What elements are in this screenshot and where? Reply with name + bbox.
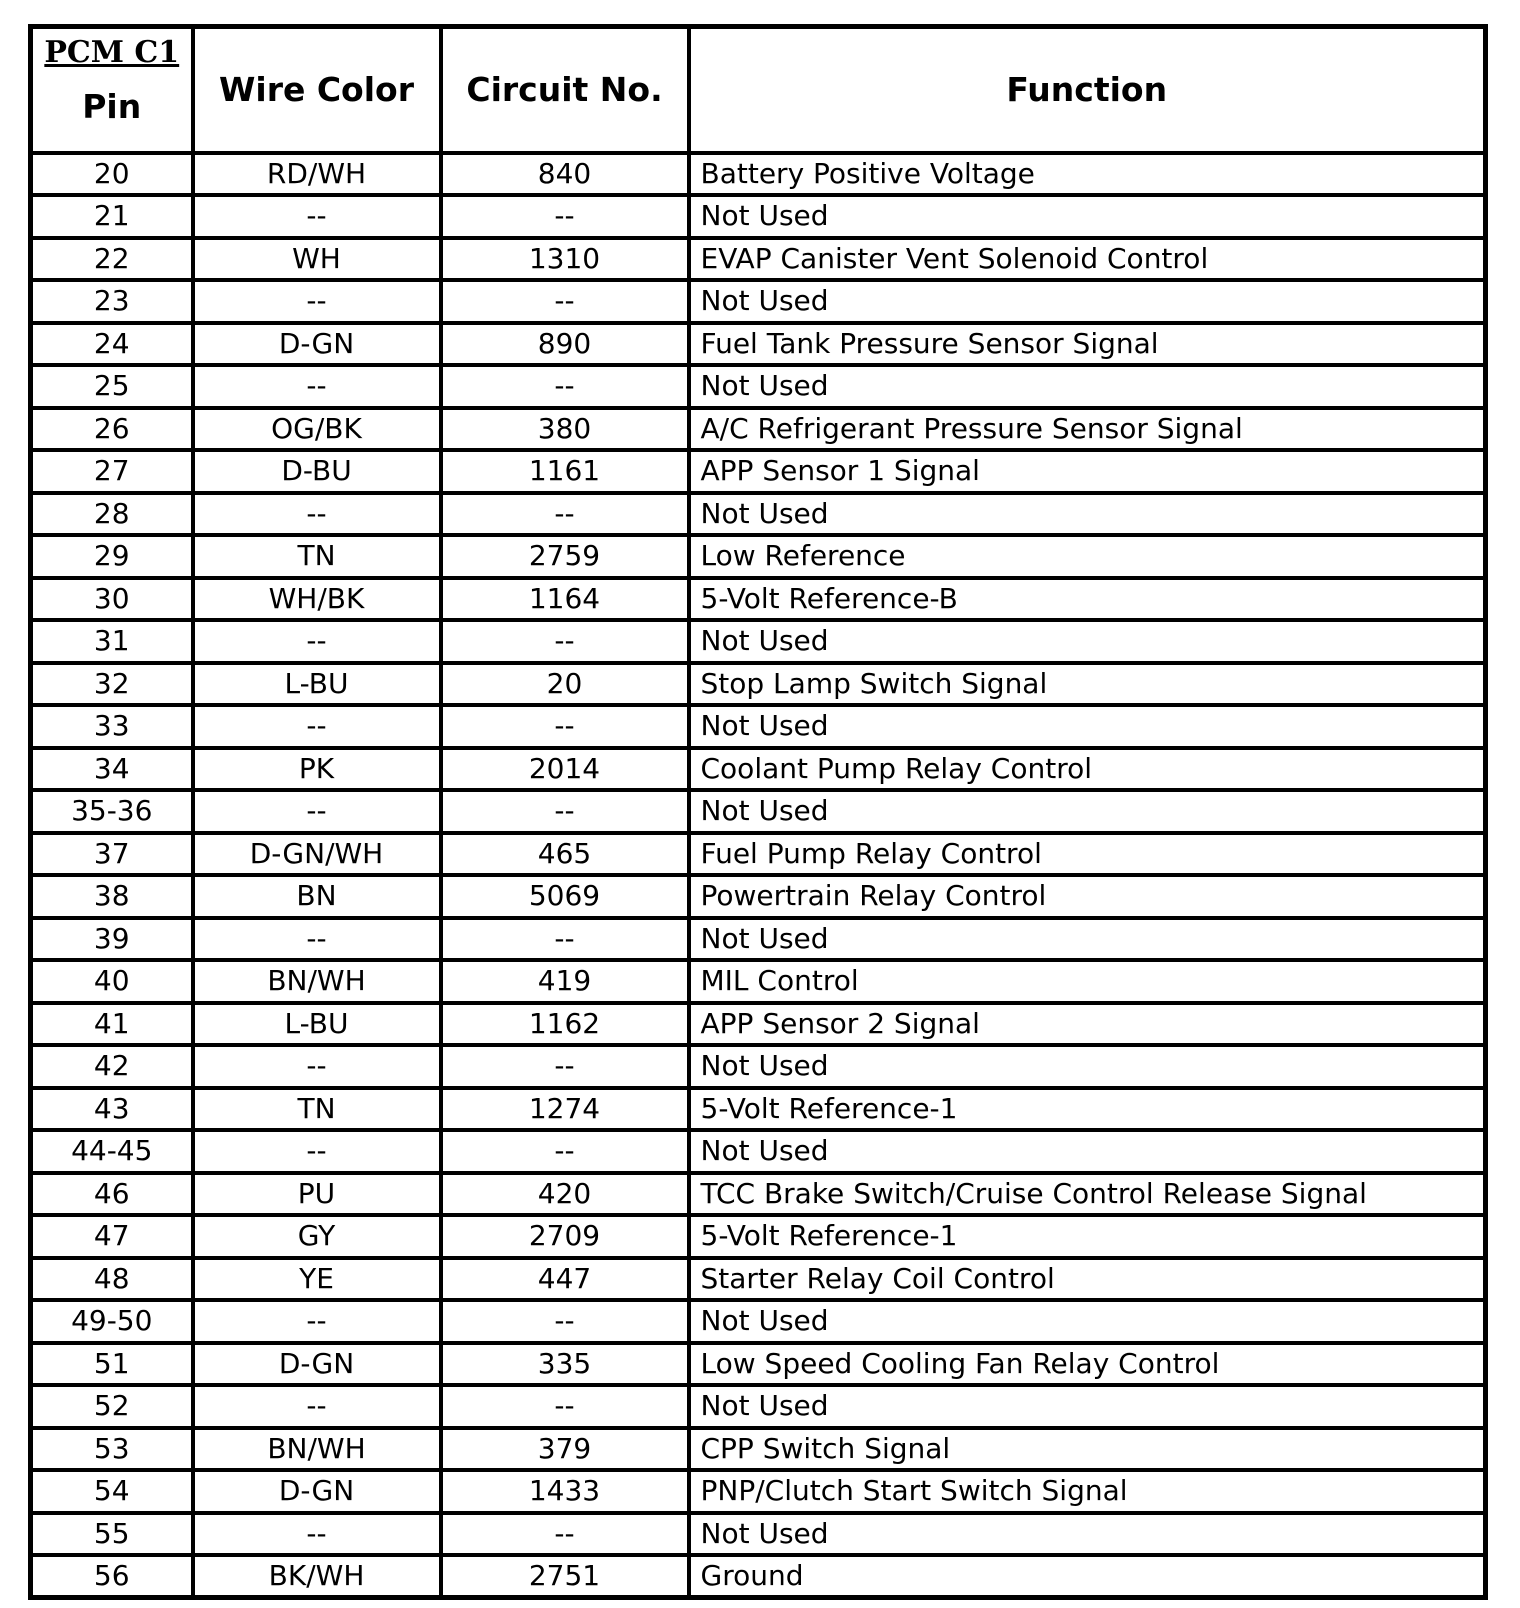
function-cell: 5-Volt Reference-1: [689, 1215, 1486, 1258]
table-row: [31, 365, 1486, 408]
circuit-no-cell: --: [441, 705, 689, 748]
circuit-no-cell: --: [441, 280, 689, 323]
wire-color-cell: RD/WH: [193, 153, 441, 196]
function-cell: Ground: [689, 1555, 1486, 1598]
circuit-no-cell: --: [441, 620, 689, 663]
function-cell: Not Used: [689, 280, 1486, 323]
pin-cell: 26: [31, 408, 193, 451]
table-row: [31, 620, 1486, 663]
table-row: [31, 960, 1486, 1003]
pin-cell: 30: [31, 578, 193, 621]
circuit-no-cell: 1161: [441, 450, 689, 493]
pin-cell: 24: [31, 323, 193, 366]
wire-color-cell: L-BU: [193, 1003, 441, 1046]
table-row: [31, 280, 1486, 323]
function-cell: MIL Control: [689, 960, 1486, 1003]
table-row: [31, 1215, 1486, 1258]
wire-color-cell: --: [193, 705, 441, 748]
pin-cell: 21: [31, 195, 193, 238]
table-row: [31, 875, 1486, 918]
pin-cell: 28: [31, 493, 193, 536]
table-row: [31, 1088, 1486, 1131]
table-row: [31, 790, 1486, 833]
pin-cell: 38: [31, 875, 193, 918]
pin-cell: 52: [31, 1385, 193, 1428]
wire-color-cell: --: [193, 1130, 441, 1173]
circuit-no-cell: 2014: [441, 748, 689, 791]
function-cell: Fuel Tank Pressure Sensor Signal: [689, 323, 1486, 366]
wire-color-cell: --: [193, 493, 441, 536]
wire-color-cell: PK: [193, 748, 441, 791]
pin-cell: 43: [31, 1088, 193, 1131]
pin-cell: 25: [31, 365, 193, 408]
pin-cell: 51: [31, 1343, 193, 1386]
function-cell: APP Sensor 1 Signal: [689, 450, 1486, 493]
circuit-no-cell: --: [441, 1385, 689, 1428]
pin-cell: 29: [31, 535, 193, 578]
function-cell: Not Used: [689, 365, 1486, 408]
function-cell: Battery Positive Voltage: [689, 153, 1486, 196]
table-row: [31, 450, 1486, 493]
function-cell: Not Used: [689, 1513, 1486, 1556]
function-cell: Not Used: [689, 620, 1486, 663]
table-row: [31, 1173, 1486, 1216]
pin-header-label: Pin: [82, 87, 142, 126]
table-row: [31, 1300, 1486, 1343]
function-cell: PNP/Clutch Start Switch Signal: [689, 1470, 1486, 1513]
table-row: [31, 833, 1486, 876]
pin-cell: 46: [31, 1173, 193, 1216]
wire-color-cell: --: [193, 620, 441, 663]
circuit-no-cell: 5069: [441, 875, 689, 918]
wire-color-cell: GY: [193, 1215, 441, 1258]
pin-cell: 20: [31, 153, 193, 196]
circuit-no-cell: 379: [441, 1428, 689, 1471]
wire-color-cell: WH/BK: [193, 578, 441, 621]
function-cell: A/C Refrigerant Pressure Sensor Signal: [689, 408, 1486, 451]
table-row: [31, 748, 1486, 791]
pin-cell: 39: [31, 918, 193, 961]
function-cell: TCC Brake Switch/Cruise Control Release Signal: [689, 1173, 1486, 1216]
function-cell: Stop Lamp Switch Signal: [689, 663, 1486, 706]
function-cell: Fuel Pump Relay Control: [689, 833, 1486, 876]
wire-color-cell: D-GN: [193, 1470, 441, 1513]
circuit-no-cell: 1310: [441, 238, 689, 281]
function-cell: 5-Volt Reference-1: [689, 1088, 1486, 1131]
wire-color-column-header: Wire Color: [193, 27, 441, 153]
table-row: [31, 1258, 1486, 1301]
pin-cell: 48: [31, 1258, 193, 1301]
function-cell: Not Used: [689, 493, 1486, 536]
function-cell: CPP Switch Signal: [689, 1428, 1486, 1471]
function-column-header: Function: [689, 27, 1486, 153]
wire-color-cell: --: [193, 1300, 441, 1343]
circuit-no-cell: --: [441, 1130, 689, 1173]
function-cell: Not Used: [689, 918, 1486, 961]
pin-cell: 44-45: [31, 1130, 193, 1173]
wire-color-cell: --: [193, 918, 441, 961]
wire-color-cell: WH: [193, 238, 441, 281]
table-row: [31, 535, 1486, 578]
function-cell: Coolant Pump Relay Control: [689, 748, 1486, 791]
table-body: [31, 153, 1486, 1598]
circuit-no-column-header: Circuit No.: [441, 27, 689, 153]
wire-color-cell: YE: [193, 1258, 441, 1301]
function-cell: EVAP Canister Vent Solenoid Control: [689, 238, 1486, 281]
circuit-no-cell: --: [441, 790, 689, 833]
wire-color-cell: OG/BK: [193, 408, 441, 451]
circuit-no-cell: --: [441, 1513, 689, 1556]
function-cell: Not Used: [689, 1300, 1486, 1343]
table-row: [31, 195, 1486, 238]
wire-color-cell: BN/WH: [193, 960, 441, 1003]
circuit-no-cell: 465: [441, 833, 689, 876]
function-cell: Not Used: [689, 195, 1486, 238]
circuit-no-cell: 1433: [441, 1470, 689, 1513]
circuit-no-cell: 420: [441, 1173, 689, 1216]
pin-cell: 40: [31, 960, 193, 1003]
circuit-no-cell: 1274: [441, 1088, 689, 1131]
function-cell: 5-Volt Reference-B: [689, 578, 1486, 621]
function-cell: Low Speed Cooling Fan Relay Control: [689, 1343, 1486, 1386]
table-row: [31, 1555, 1486, 1598]
pin-cell: 49-50: [31, 1300, 193, 1343]
table-row: [31, 1513, 1486, 1556]
wire-color-cell: D-GN: [193, 323, 441, 366]
pin-cell: 32: [31, 663, 193, 706]
table-row: [31, 1343, 1486, 1386]
pin-cell: 33: [31, 705, 193, 748]
table-row: [31, 493, 1486, 536]
circuit-no-cell: 2751: [441, 1555, 689, 1598]
pin-cell: 47: [31, 1215, 193, 1258]
table-row: [31, 1385, 1486, 1428]
wire-color-cell: D-BU: [193, 450, 441, 493]
function-cell: Not Used: [689, 1130, 1486, 1173]
circuit-no-cell: 2759: [441, 535, 689, 578]
circuit-no-cell: --: [441, 918, 689, 961]
table-row: [31, 1470, 1486, 1513]
table-row: [31, 1130, 1486, 1173]
circuit-no-cell: --: [441, 195, 689, 238]
table-row: [31, 578, 1486, 621]
wire-color-cell: --: [193, 1513, 441, 1556]
pin-cell: 34: [31, 748, 193, 791]
table-row: [31, 323, 1486, 366]
pin-cell: 37: [31, 833, 193, 876]
circuit-no-cell: 1164: [441, 578, 689, 621]
circuit-no-cell: --: [441, 1045, 689, 1088]
wire-color-cell: --: [193, 365, 441, 408]
function-cell: Starter Relay Coil Control: [689, 1258, 1486, 1301]
function-cell: Not Used: [689, 1385, 1486, 1428]
function-cell: Not Used: [689, 1045, 1486, 1088]
circuit-no-cell: 840: [441, 153, 689, 196]
table-row: [31, 1045, 1486, 1088]
wire-color-cell: --: [193, 195, 441, 238]
circuit-no-cell: --: [441, 1300, 689, 1343]
table-row: [31, 1428, 1486, 1471]
circuit-no-cell: 419: [441, 960, 689, 1003]
pin-cell: 41: [31, 1003, 193, 1046]
pin-cell: 27: [31, 450, 193, 493]
connector-label: PCM C1: [44, 35, 180, 70]
wire-color-cell: --: [193, 1045, 441, 1088]
table-row: [31, 238, 1486, 281]
wire-color-cell: L-BU: [193, 663, 441, 706]
wire-color-cell: BN: [193, 875, 441, 918]
header-row: [31, 27, 1486, 153]
pin-cell: 22: [31, 238, 193, 281]
wire-color-cell: D-GN/WH: [193, 833, 441, 876]
circuit-no-cell: 447: [441, 1258, 689, 1301]
table-row: [31, 153, 1486, 196]
pin-cell: 56: [31, 1555, 193, 1598]
pin-cell: 31: [31, 620, 193, 663]
wire-color-cell: TN: [193, 535, 441, 578]
function-cell: Not Used: [689, 705, 1486, 748]
pin-cell: 53: [31, 1428, 193, 1471]
pin-cell: 35-36: [31, 790, 193, 833]
circuit-no-cell: 335: [441, 1343, 689, 1386]
wire-color-cell: --: [193, 790, 441, 833]
wire-color-cell: BK/WH: [193, 1555, 441, 1598]
pin-cell: 23: [31, 280, 193, 323]
wire-color-cell: D-GN: [193, 1343, 441, 1386]
circuit-no-cell: 890: [441, 323, 689, 366]
pin-cell: 55: [31, 1513, 193, 1556]
function-cell: APP Sensor 2 Signal: [689, 1003, 1486, 1046]
wire-color-cell: --: [193, 280, 441, 323]
table-row: [31, 1003, 1486, 1046]
wire-color-cell: --: [193, 1385, 441, 1428]
circuit-no-cell: 20: [441, 663, 689, 706]
pin-cell: 42: [31, 1045, 193, 1088]
table-row: [31, 408, 1486, 451]
wire-color-cell: TN: [193, 1088, 441, 1131]
circuit-no-cell: --: [441, 493, 689, 536]
pin-column-header: [31, 27, 193, 153]
circuit-no-cell: --: [441, 365, 689, 408]
function-cell: Low Reference: [689, 535, 1486, 578]
pcm-c1-pinout-table: [28, 24, 1488, 1600]
function-cell: Not Used: [689, 790, 1486, 833]
table-row: [31, 918, 1486, 961]
wire-color-cell: PU: [193, 1173, 441, 1216]
table-row: [31, 705, 1486, 748]
wire-color-cell: BN/WH: [193, 1428, 441, 1471]
circuit-no-cell: 2709: [441, 1215, 689, 1258]
table-row: [31, 663, 1486, 706]
circuit-no-cell: 380: [441, 408, 689, 451]
pin-cell: 54: [31, 1470, 193, 1513]
circuit-no-cell: 1162: [441, 1003, 689, 1046]
function-cell: Powertrain Relay Control: [689, 875, 1486, 918]
